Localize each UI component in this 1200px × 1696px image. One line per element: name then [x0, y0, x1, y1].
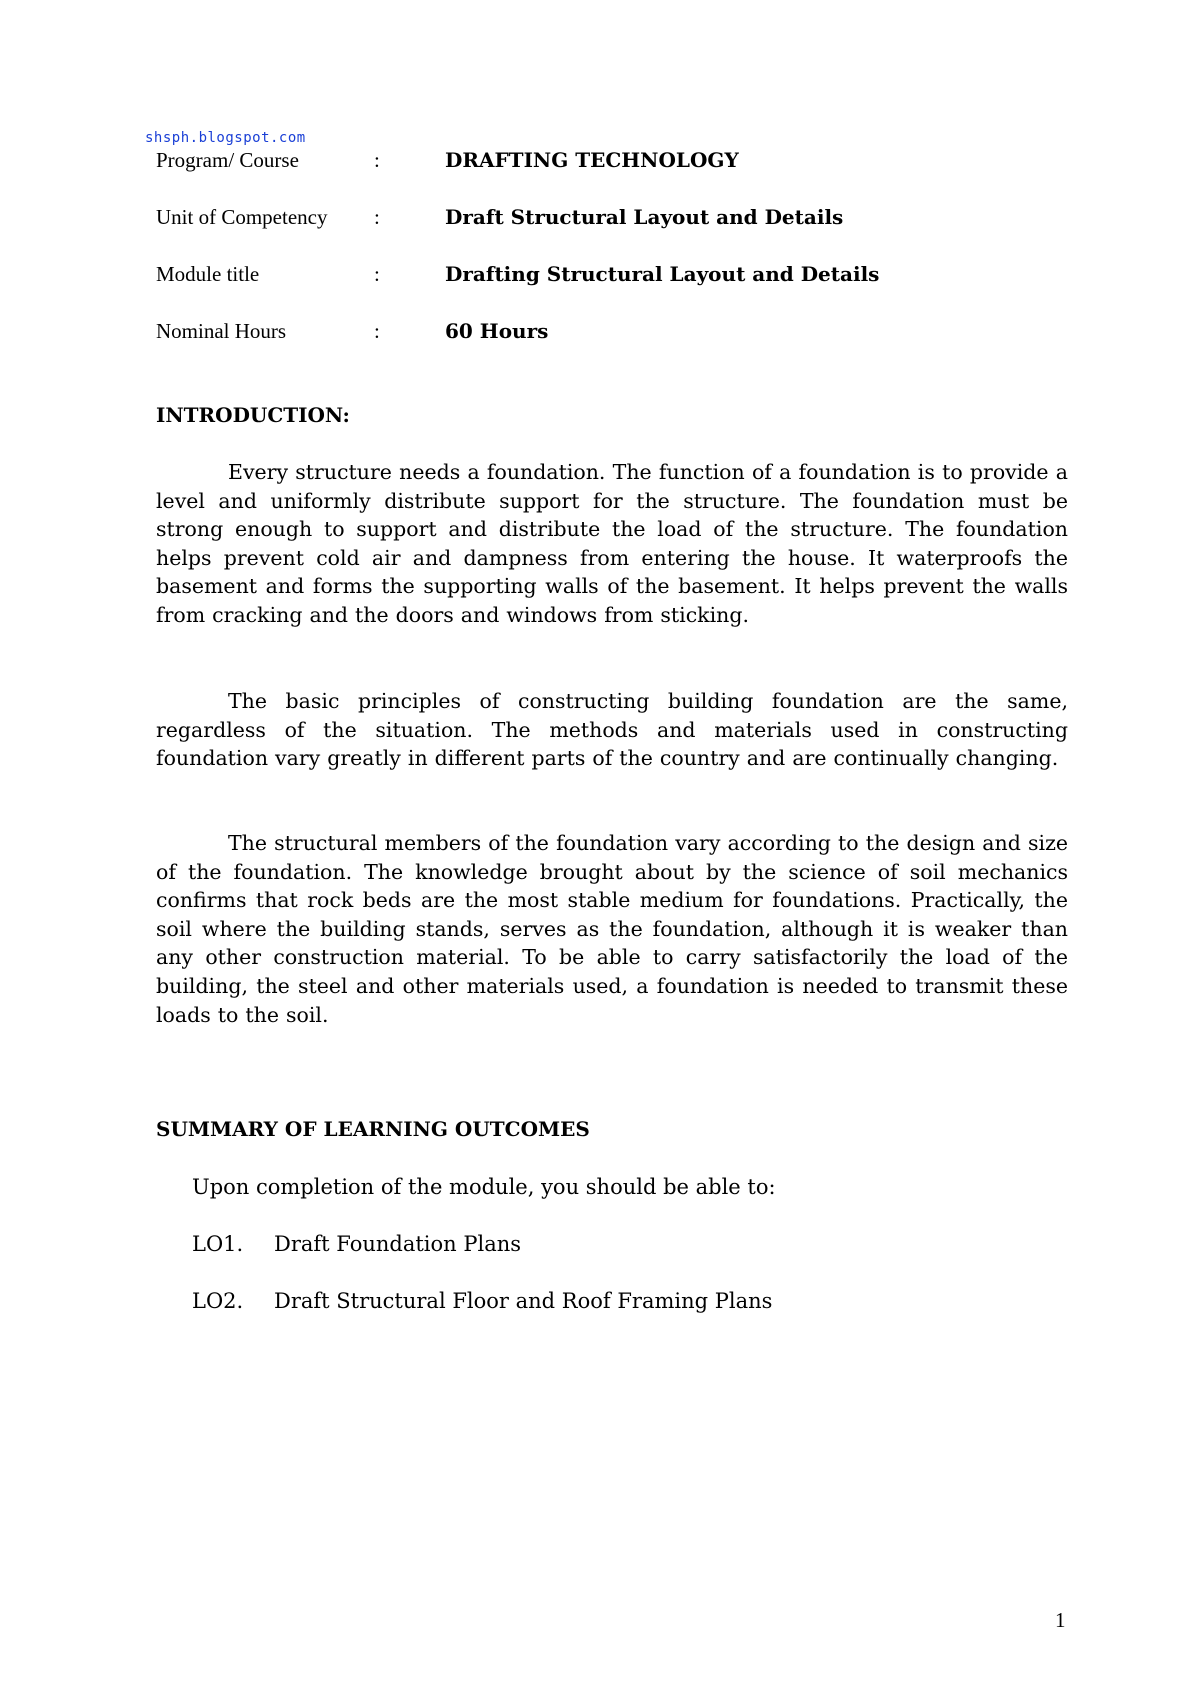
- meta-value: DRAFTING TECHNOLOGY: [445, 148, 739, 172]
- introduction-paragraph-1: Every structure needs a foundation. The function of a foundation is to provide a level and uniformly distribute support for the structure. The foundation must be strong enough to support and distribute the load of the structure. The foundation helps prevent cold air and dampness from entering the house. It waterproofs the basement and forms the supporting walls of the basement. It helps prevent the walls from cracking and the doors and windows from sticking.: [156, 460, 1068, 627]
- meta-label: Module title: [156, 262, 260, 286]
- learning-outcome-text: Draft Foundation Plans: [274, 1232, 522, 1256]
- meta-row-module-title: [156, 258, 1056, 290]
- meta-label: Nominal Hours: [156, 319, 287, 343]
- meta-value: Drafting Structural Layout and Details: [445, 262, 880, 286]
- learning-outcome-code: LO2.: [192, 1289, 244, 1313]
- meta-value: 60 Hours: [445, 319, 549, 343]
- meta-colon: :: [374, 205, 380, 229]
- page-number: 1: [1055, 1608, 1066, 1632]
- meta-row-unit-of-competency: [156, 201, 1056, 233]
- meta-colon: :: [374, 319, 380, 343]
- meta-row-program-course: [156, 144, 1056, 176]
- learning-outcome-code: LO1.: [192, 1232, 244, 1256]
- introduction-heading: INTRODUCTION:: [156, 403, 350, 427]
- meta-row-nominal-hours: [156, 315, 1056, 347]
- learning-outcomes-heading: SUMMARY OF LEARNING OUTCOMES: [156, 1117, 590, 1141]
- meta-colon: :: [374, 148, 380, 172]
- watermark-text: shsph.blogspot.com: [145, 130, 306, 146]
- meta-label: Unit of Competency: [156, 205, 328, 229]
- meta-value: Draft Structural Layout and Details: [445, 205, 844, 229]
- learning-outcomes-lead: Upon completion of the module, you should be able to:: [192, 1175, 776, 1199]
- introduction-paragraph-2: The basic principles of constructing building foundation are the same, regardless of the situation. The methods and materials used in constructing foundation vary greatly in different parts of the country and are continually changing.: [156, 689, 1068, 771]
- meta-colon: :: [374, 262, 380, 286]
- meta-label: Program/ Course: [156, 148, 299, 172]
- introduction-paragraph-3: The structural members of the foundation vary according to the design and size of the foundation. The knowledge brought about by the science of soil mechanics confirms that rock beds are the most stable medium for foundations. Practically, the soil where the building stands, serves as the foundation, although it is weaker than any other construction material. To be able to carry satisfactorily the load of the building, the steel and other materials used, a foundation is needed to transmit these loads to the soil.: [156, 831, 1068, 1027]
- learning-outcome-text: Draft Structural Floor and Roof Framing Plans: [274, 1289, 773, 1313]
